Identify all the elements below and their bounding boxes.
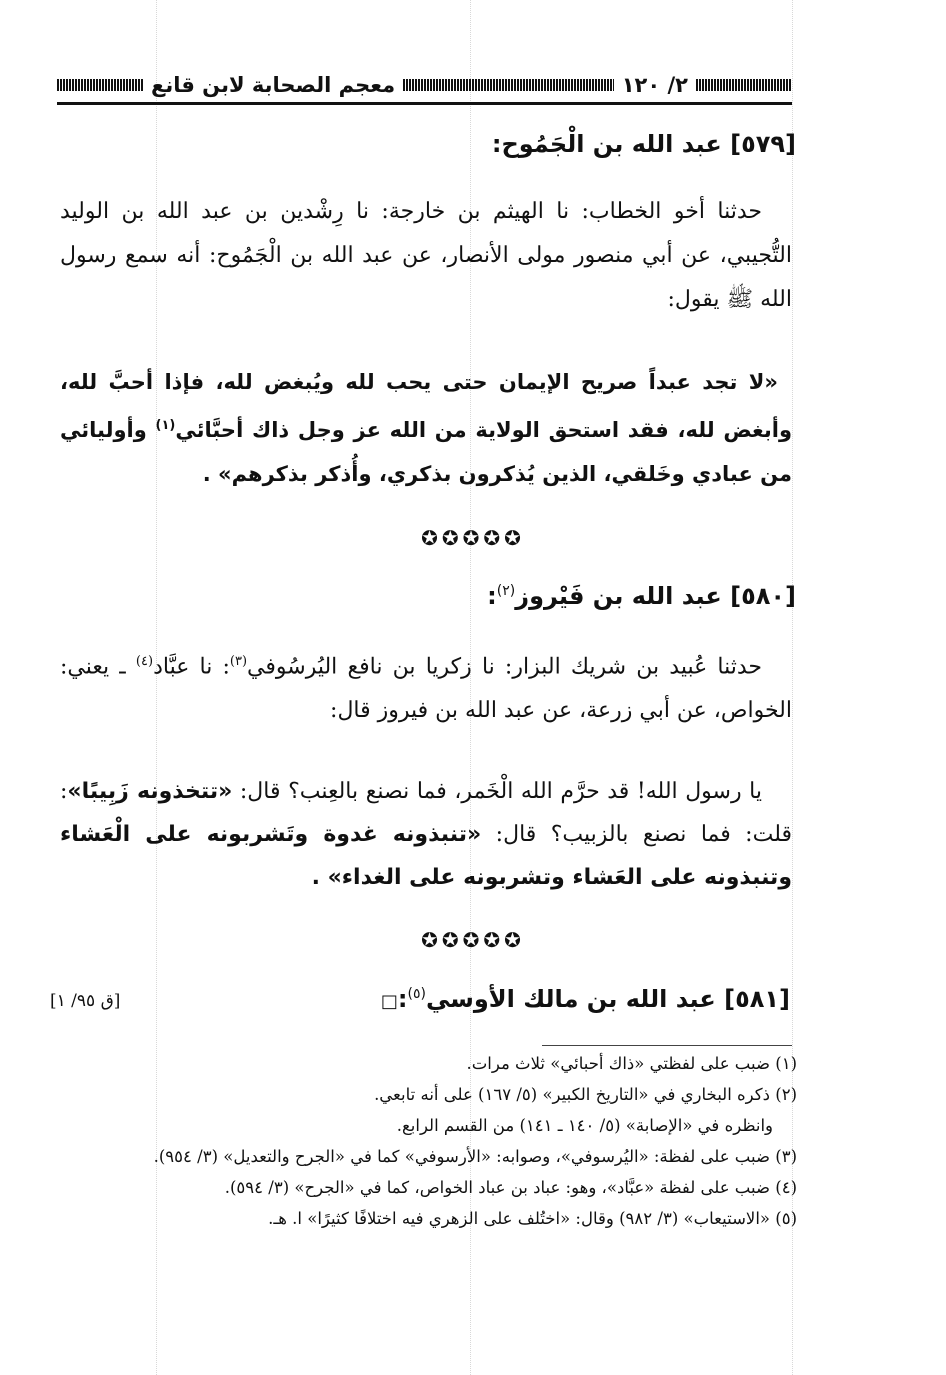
hadith-text: «لا تجد عبداً صريح الإيمان حتى يحب لله ويُبغض لله، فإذا أحبَّ لله، وأبغض لله، فقد استحق الولاية من الله عز وجل ذاك أحبَّائي$^{(١)}$ وأوليائي من عبادي وخَلقي، الذين يُذكرون بذكري، وأُذكر بذكرهم» . (60, 370, 793, 486)
header-ornament (696, 79, 792, 91)
footnote-ref: (٥) (407, 986, 426, 1002)
isnad-paragraph: حدثنا عُبيد بن شريك البزار: نا زكريا بن نافع اليُرسُوفي$^{(٣)}$: نا عبَّاد$^{(٤)}$ ـ يعني: الخواص، عن أبي زرعة، عن عبد الله بن فيروز قال: (60, 654, 792, 724)
footnote-3: (٣) ضبب على لفظة: «اليُرسوفي»، وصوابه: «الأرسوفي» كما في «الجرح والتعديل» (٣/ ٩٥٤). (153, 1147, 797, 1166)
isnad-paragraph: حدثنا أخو الخطاب: نا الهيثم بن خارجة: نا رِشْدين بن عبد الله بن الوليد التُّجيبي، عن أبي منصور مولى الأنصار، عن عبد الله بن الْجَمُوح: أنه سمع رسول الله ﷺ يقول: (60, 199, 792, 312)
folio-reference: [ق ٩٥/ ١] (50, 991, 121, 1011)
footnote-2: (٢) ذكره البخاري في «التاريخ الكبير» (٥/ ١٦٧) على أنه تابعي. (374, 1085, 797, 1104)
entry-title-580: [٥٨٠] عبد الله بن فَيْروز$^{(٢)}$: (487, 582, 796, 610)
entry-title-581: [٥٨١] عبد الله بن مالك الأوسي$^{(٥)}$:□ (380, 985, 790, 1013)
header-ornament (403, 79, 614, 91)
entry-title-579: [٥٧٩] عبد الله بن الْجَمُوح: (491, 130, 796, 158)
footnote-ref: (٢) (496, 583, 516, 599)
book-title: معجم الصحابة لابن قانع (151, 73, 396, 97)
footnote-rule (542, 1045, 792, 1046)
header-ornament (57, 79, 143, 91)
footnote-1: (١) ضبب على لفظتي «ذاك أحبائي» ثلاث مرات. (466, 1054, 797, 1073)
section-separator: ✪✪✪✪✪ (421, 526, 525, 550)
section-separator: ✪✪✪✪✪ (421, 928, 525, 952)
footnote-4: (٤) ضبب على لفظة «عبَّاد»، وهو: عباد بن عباد الخواص، كما في «الجرح» (٣/ ٥٩٤). (224, 1178, 797, 1197)
footnotes (62, 1048, 797, 1234)
footnote-5: (٥) «الاستيعاب» (٣/ ٩٨٢) وقال: «اختُلف على الزهري فيه اختلافًا كثيرًا» ا. هـ. (268, 1209, 797, 1228)
page-number: ٢/ ١٢٠ (621, 73, 688, 97)
hadith-dialogue: يا رسول الله! قد حرَّم الله الْخَمر، فما نصنع بالعِنب؟ قال: «تتخذونه زَبِيبًا»: قلت: فما نصنع بالزبيب؟ قال: «تنبذونه غدوة وتَشربونه على الْعَشاء وتنبذونه على العَشاء وتشربونه على الغداء» . (60, 779, 793, 890)
footnote-ref: (١) (155, 418, 176, 433)
manuscript-marker: □ (380, 991, 398, 1012)
footnote-ref: (٤) (135, 654, 154, 669)
running-header (57, 68, 792, 105)
footnote-2-continued: وانظره في «الإصابة» (٥/ ١٤٠ ـ ١٤١) من القسم الرابع. (396, 1116, 773, 1135)
footnote-ref: (٣) (229, 654, 248, 669)
